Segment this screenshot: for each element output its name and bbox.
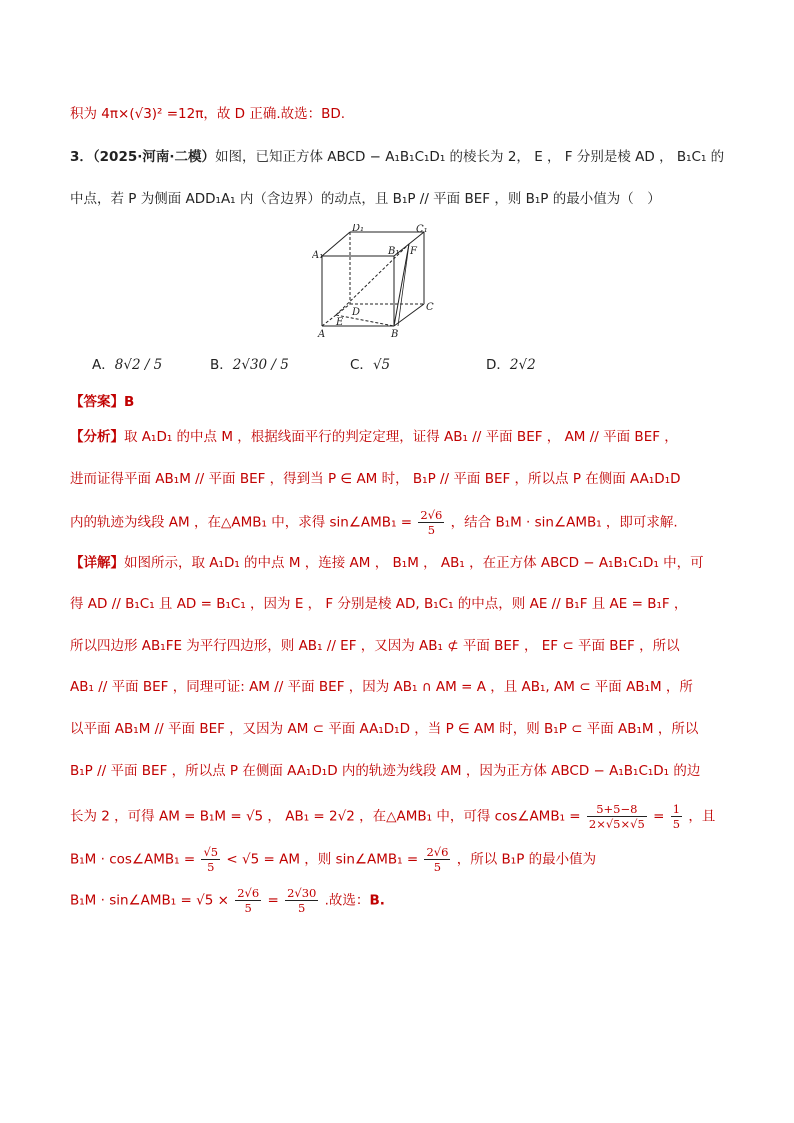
analysis-fraction: $\frac{2√6}{5}$ [420,508,443,537]
label-c1: C₁ [416,224,428,235]
analysis-text-1: 取 A₁D₁ 的中点 M ，根据线面平行的判定定理，证得 AB₁ // 平面 BEF ， AM // 平面 BEF ， [124,429,678,445]
label-f: F [410,246,417,257]
option-d[interactable] [486,355,536,375]
detail-text-1: 如图所示，取 A₁D₁ 的中点 M ，连接 AM ， B₁M ， AB₁ ，在正方体 ABCD − A₁B₁C₁D₁ 中，可 [124,555,704,571]
answer-tag: 【答案】 [70,394,124,410]
label-c: C [426,302,434,313]
option-b-label: B． [210,357,233,373]
label-a1: A₁ [312,250,324,261]
analysis-text-3b: ，结合 B₁M · sin∠AMB₁ ，即可求解. [450,514,678,531]
detail-text-8b: < √5 = AM ，则 sin∠AMB₁ = [226,851,419,868]
option-c[interactable] [350,355,390,375]
label-d1: D₁ [352,224,365,234]
analysis-text-3a: 内的轨迹为线段 AM ，在△AMB₁ 中，求得 sin∠AMB₁ = [70,514,413,531]
detail-text-9b: .故选： [324,892,370,909]
detail-tag: 【详解】 [70,555,124,571]
detail-text-8c: ，所以 B₁P 的最小值为 [456,851,597,868]
detail-line-2: 得 AD // B₁C₁ 且 AD = B₁C₁ ，因为 E ， F 分别是棱 AD, B₁C₁ 的中点，则 AE // B₁F 且 AE = B₁F ， [70,596,688,612]
edge-a1-d1 [322,232,350,256]
question-line-1 [70,147,724,167]
segment-f-b-shade [398,244,409,326]
option-c-value: √5 [372,357,391,373]
cos-fraction: $\frac{5+5-8}{2\times√5\times√5}$ [588,802,645,831]
detail-line-5: 以平面 AB₁M // 平面 BEF ，又因为 AM ⊂ 平面 AA₁D₁D ，当 P ∈ AM 时，则 B₁P ⊂ 平面 AB₁M ，所以 [70,721,699,737]
label-e: E [336,317,344,328]
product-fraction-1: $\frac{2√6}{5}$ [237,886,260,915]
detail-text-7b: ，且 [688,808,716,825]
detail-eq-7: = [653,808,665,825]
question-text-1: 如图，已知正方体 ABCD − A₁B₁C₁D₁ 的棱长为 2， E ， F 分别是棱 AD ， B₁C₁ 的 [215,149,725,165]
detail-text-7a: 长为 2 ，可得 AM = B₁M = √5 ， AB₁ = 2√2 ，在△AMB₁ 中，可得 cos∠AMB₁ = [70,808,581,825]
label-d: D [352,307,361,318]
top-conclusion-line: 积为 4π×(√3)² =12π，故 D 正确.故选：BD. [70,106,346,122]
detail-line-8 [70,845,596,874]
detail-eq-9: = [267,892,279,909]
segment-e-b [336,315,394,326]
detail-text-8a: B₁M · cos∠AMB₁ = [70,851,196,868]
proj-fraction: $\frac{√5}{5}$ [203,845,219,874]
question-line-2: 中点，若 P 为侧面 ADD₁A₁ 内（含边界）的动点，且 B₁P // 平面 BEF ，则 B₁P 的最小值为（ ） [70,191,661,207]
detail-line-7 [70,802,715,831]
analysis-line-3 [70,508,678,537]
detail-line-3: 所以四边形 AB₁FE 为平行四边形，则 AB₁ // EF ，又因为 AB₁ ⊄ 平面 BEF ， EF ⊂ 平面 BEF ，所以 [70,638,680,654]
detail-line-9 [70,886,385,915]
label-a: A [318,329,326,340]
final-answer: B. [369,892,385,909]
detail-line-4: AB₁ // 平面 BEF ，同理可证: AM // 平面 BEF ，因为 AB₁ ∩ AM = A ，且 AB₁, AM ⊂ 平面 AB₁M ，所 [70,679,693,695]
answer-line [70,392,134,412]
question-number: 3． [70,149,93,165]
option-a-value: 8√2 / 5 [114,357,163,373]
option-b-value: 2√30 / 5 [232,357,289,373]
label-b1: B₁ [388,246,400,257]
analysis-tag: 【分析】 [70,429,124,445]
detail-line-1 [70,553,704,573]
analysis-line-2: 进而证得平面 AB₁M // 平面 BEF ，得到当 P ∈ AM 时， B₁P // 平面 BEF ，所以点 P 在侧面 AA₁D₁D [70,471,681,487]
cos-value-fraction: $\frac{1}{5}$ [672,802,681,831]
sin-fraction: $\frac{2√6}{5}$ [426,845,449,874]
option-d-label: D． [486,357,510,373]
label-b: B [391,329,399,340]
option-a-label: A． [92,357,115,373]
analysis-line-1 [70,427,678,447]
cube-figure [312,224,442,340]
option-b[interactable] [210,355,289,375]
option-a[interactable] [92,355,162,375]
detail-text-9a: B₁M · sin∠AMB₁ = √5 × [70,892,229,909]
detail-line-6: B₁P // 平面 BEF ，所以点 P 在侧面 AA₁D₁D 内的轨迹为线段 AM ，因为正方体 ABCD − A₁B₁C₁D₁ 的边 [70,763,701,779]
option-d-value: 2√2 [509,357,536,373]
question-source: （2025·河南·二模） [92,149,215,165]
result-fraction: $\frac{2√30}{5}$ [287,886,317,915]
option-c-label: C． [350,357,373,373]
answer-value: B [124,394,135,410]
